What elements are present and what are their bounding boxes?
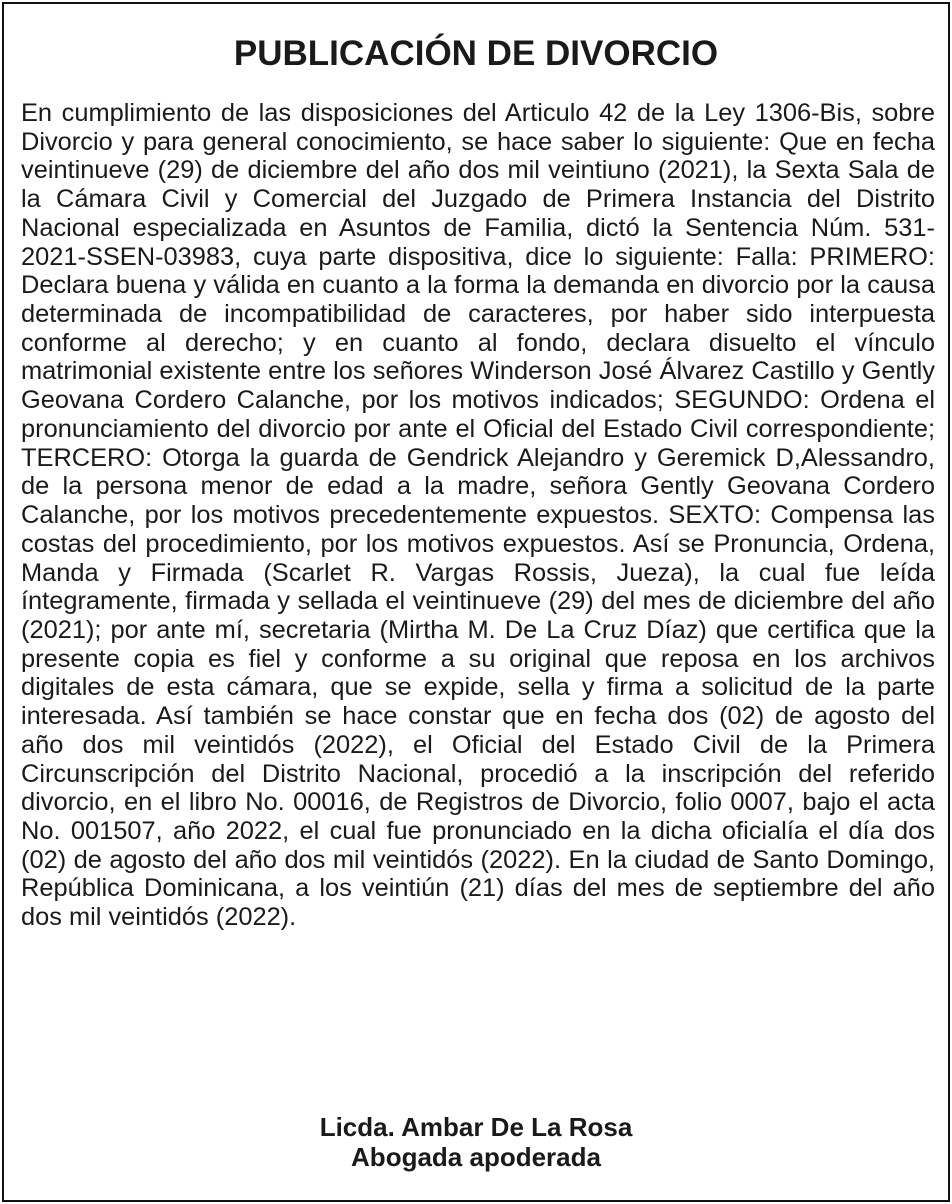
notice-title: PUBLICACIÓN DE DIVORCIO: [233, 34, 719, 73]
signer-name: Licda. Ambar De La Rosa: [319, 1112, 633, 1142]
signature-block: [4, 1112, 948, 1172]
notice-frame: [2, 2, 950, 1202]
signer-role: Abogada apoderada: [351, 1142, 601, 1172]
notice-body: En cumplimiento de las disposiciones del Articulo 42 de la Ley 1306-Bis, sobre Divorcio y para general conocimiento, se hace saber lo siguiente: Que en fecha veintinueve (29) de diciembre del año dos mil veintiuno (2021), la Sexta Sala de la Cámara Civil y Comercial del Juzgado de Primera Instancia del Distrito Nacional especializada en Asuntos de Familia, dictó la Sentencia Núm. 531-2021-SSEN-03983, cuya parte dispositiva, dice lo siguiente: Falla: PRIMERO: Declara buena y válida en cuanto a la forma la demanda en divorcio por la causa determinada de incompatibilidad de caracteres, por haber sido interpuesta conforme al derecho; y en cuanto al fondo, declara disuelto el vínculo matrimonial existente entre los señores Winderson José Álvarez Castillo y Gently Geovana Cordero Calanche, por los motivos indicados; SEGUNDO: Ordena el pronunciamiento del divorcio por ante el Oficial del Estado Civil correspondiente; TERCERO: Otorga la guarda de Gendrick Alejandro y Geremick D,Alessandro, de la persona menor de edad a la madre, señora Gently Geovana Cordero Calanche, por los motivos precedentemente expuestos. SEXTO: Compensa las costas del procedimiento, por los motivos expuestos. Así se Pronuncia, Ordena, Manda y Firmada (Scarlet R. Vargas Rossis, Jueza), la cual fue leída íntegramente, firmada y sellada el veintinueve (29) del mes de diciembre del año (2021); por ante mí, secretaria (Mirtha M. De La Cruz Díaz) que certifica que la presente copia es fiel y conforme a su original que reposa en los archivos digitales de esta cámara, que se expide, sella y firma a solicitud de la parte interesada. Así también se hace constar que en fecha dos (02) de agosto del año dos mil veintidós (2022), el Oficial del Estado Civil de la Primera Circunscripción del Distrito Nacional, procedió a la inscripción del referido divorcio, en el libro No. 00016, de Registros de Divorcio, folio 0007, bajo el acta No. 001507, año 2022, el cual fue pronunciado en la dicha oficialía el día dos (02) de agosto del año dos mil veintidós (2022). En la ciudad de Santo Domingo, República Dominicana, a los veintiún (21) días del mes de septiembre del año dos mil veintidós (2022).: [21, 99, 935, 932]
